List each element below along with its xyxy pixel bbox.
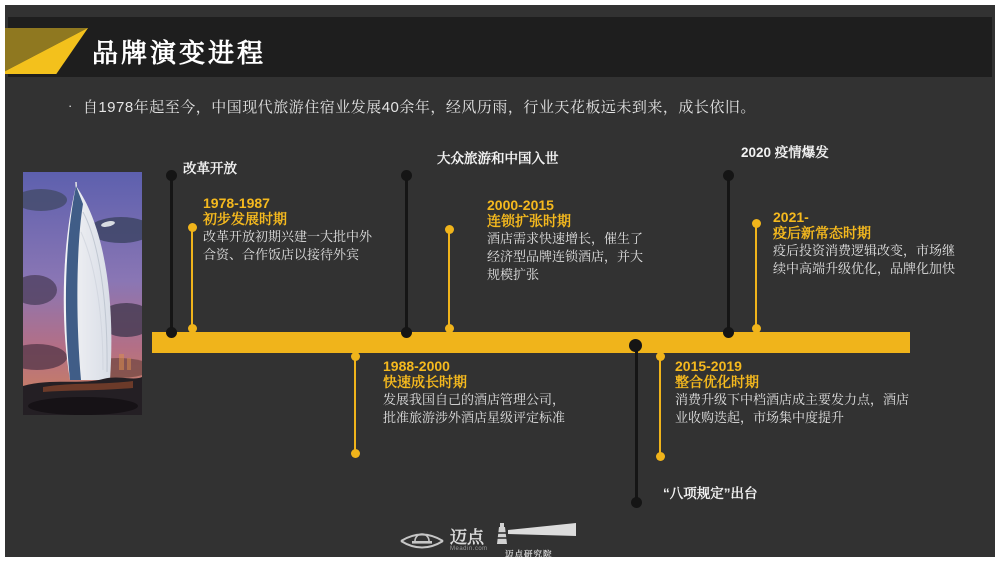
- period-block-2021: [773, 210, 961, 278]
- period-connector: [659, 355, 661, 458]
- lighthouse-icon: [492, 522, 578, 544]
- period-dot: [188, 324, 197, 333]
- eye-building-icon: [398, 527, 446, 555]
- milestone-line-reform: [170, 175, 173, 337]
- period-desc: 消费升级下中档酒店成主要发力点，酒店业收购迭起，市场集中度提升: [675, 392, 910, 425]
- brand-name: 迈点: [450, 528, 484, 547]
- period-desc: 酒店需求快速增长，催生了经济型品牌连锁酒店，并大规模扩张: [487, 231, 644, 282]
- timeline-bar: [152, 332, 910, 353]
- period-dot: [656, 352, 665, 361]
- period-name: 初步发展时期: [203, 211, 287, 227]
- period-desc: 发展我国自己的酒店管理公司，批准旅游涉外酒店星级评定标准: [383, 392, 566, 425]
- period-connector: [191, 229, 193, 331]
- milestone-label-reform: 改革开放: [183, 161, 237, 176]
- milestone-dot-top: [166, 170, 177, 181]
- burj-al-arab-photo: [23, 172, 142, 415]
- period-dot: [351, 352, 360, 361]
- period-name: 整合优化时期: [675, 374, 759, 390]
- period-years: 2021-: [773, 209, 809, 225]
- milestone-label-wto: 大众旅游和中国入世: [437, 151, 559, 166]
- milestone-dot-top: [401, 170, 412, 181]
- brand-text-group: [450, 529, 488, 553]
- period-block-1978: [203, 196, 375, 264]
- period-dot: [445, 225, 454, 234]
- milestone-dot-top: [723, 170, 734, 181]
- period-years: 2015-2019: [675, 358, 742, 374]
- milestone-label-covid: 2020 疫情爆发: [741, 145, 829, 160]
- meadin-research-logo: [492, 522, 578, 560]
- period-dot: [752, 324, 761, 333]
- period-block-1988: [383, 359, 575, 427]
- period-name: 连锁扩张时期: [487, 213, 571, 229]
- bullet-marker: ·: [68, 98, 73, 113]
- milestone-dot-bottom: [631, 497, 642, 508]
- period-connector: [354, 355, 356, 455]
- milestone-line-regulation: [635, 346, 638, 503]
- period-years: 1988-2000: [383, 358, 450, 374]
- milestone-dot-bottom: [166, 327, 177, 338]
- period-connector: [755, 225, 757, 331]
- period-dot: [656, 452, 665, 461]
- period-dot: [188, 223, 197, 232]
- milestone-dot-bottom: [401, 327, 412, 338]
- period-block-2015: [675, 359, 913, 427]
- period-block-2000: [487, 198, 655, 284]
- intro-bullet: [68, 96, 756, 117]
- milestone-line-covid: [727, 175, 730, 337]
- milestone-line-wto: [405, 175, 408, 337]
- slide-background: [5, 5, 995, 557]
- period-years: 2000-2015: [487, 197, 554, 213]
- period-desc: 改革开放初期兴建一大批中外合资、合作饭店以接待外宾: [203, 229, 373, 262]
- milestone-label-regulation: “八项规定”出台: [663, 486, 758, 501]
- institute-name: 迈点研究院: [505, 549, 553, 559]
- period-dot: [752, 219, 761, 228]
- period-years: 1978-1987: [203, 195, 270, 211]
- page-title: 品牌演变进程: [92, 38, 267, 68]
- period-dot: [445, 324, 454, 333]
- period-desc: 疫后投资消费逻辑改变，市场继续中高端升级优化，品牌化加快: [773, 243, 956, 276]
- hotel-photo-graphic: [23, 172, 142, 415]
- intro-bullet-text: 自1978年起至今，中国现代旅游住宿业发展40余年，经风历雨，行业天花板远未到来，成长依旧。: [82, 99, 756, 116]
- period-name: 快速成长时期: [383, 374, 467, 390]
- brand-subtext: Meadin.com: [450, 546, 488, 552]
- milestone-dot-top: [629, 339, 642, 352]
- meadin-logo: [398, 527, 488, 555]
- period-name: 疫后新常态时期: [773, 225, 871, 241]
- period-dot: [351, 449, 360, 458]
- period-connector: [448, 231, 450, 331]
- milestone-dot-bottom: [723, 327, 734, 338]
